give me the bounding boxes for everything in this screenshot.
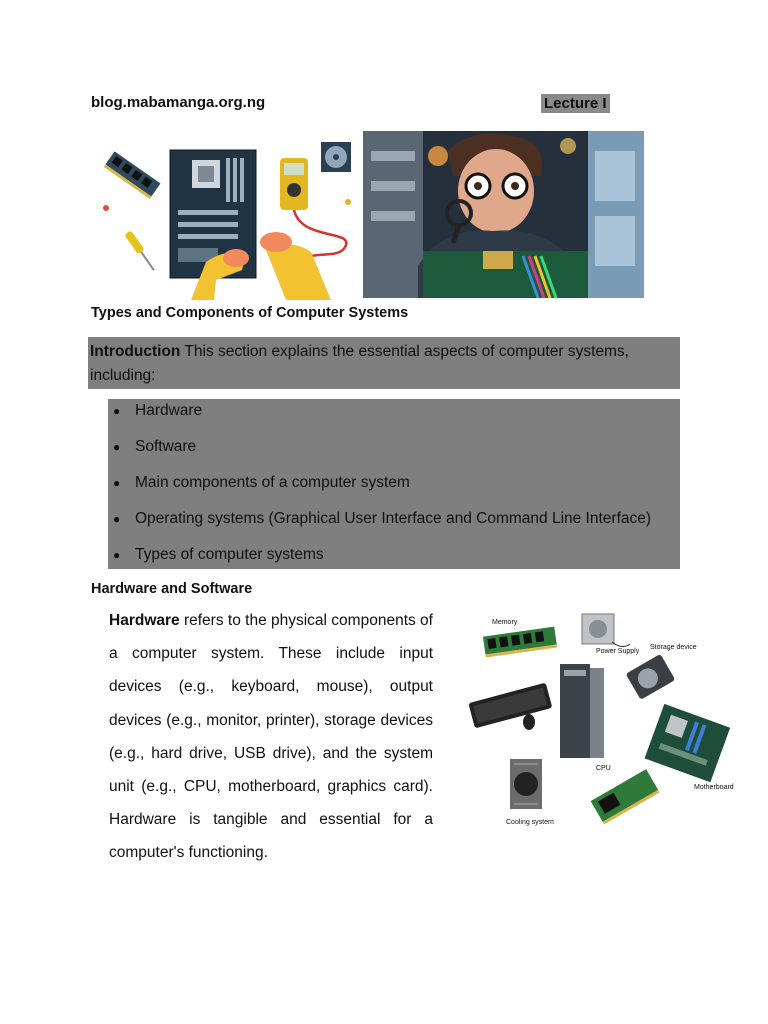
bullet-icon: ●: [113, 512, 121, 526]
bullet-icon: ●: [113, 548, 121, 562]
hardware-term: Hardware: [109, 612, 180, 629]
repair-illustration: [96, 130, 361, 300]
hardware-description: refers to the physical components of a computer system. These include input devices (e.g., keyboard, mouse), output devices (e.g., monitor, printer), storage devices (e.g., hard drive, USB drive), and the system unit (e.g., CPU, motherboard, graphics card). Hardware is tangible and essential for a computer's functioning.: [109, 612, 433, 862]
topic-list: ● Hardware ● Software ● Main components of a computer system ● Operating systems (Graphical User Interface and Command Line Interface) ● Types of computer systems: [108, 399, 680, 569]
hardware-software-heading: Hardware and Software: [91, 581, 253, 597]
intro-label: Introduction: [90, 343, 181, 360]
hardware-paragraph: [109, 604, 433, 870]
components-figure: [462, 604, 740, 828]
intro-text: This section explains the essential aspects of computer systems, including:: [90, 343, 629, 384]
lecture-label: Lecture I: [541, 94, 610, 113]
power-supply-caption: Power Supply: [596, 648, 640, 655]
technician-photo: [363, 131, 644, 298]
bullet-icon: ●: [113, 404, 121, 418]
site-url: blog.mabamanga.org.ng: [91, 94, 266, 111]
storage-caption: Storage device: [650, 644, 697, 651]
intro-box: [88, 337, 680, 389]
cooling-caption: Cooling system: [506, 819, 554, 826]
motherboard-caption: Motherboard: [694, 784, 734, 791]
memory-caption: Memory: [492, 619, 518, 626]
cpu-caption: CPU: [596, 765, 611, 772]
bullet-icon: ●: [113, 476, 121, 490]
section-title: Types and Components of Computer Systems: [91, 305, 409, 321]
bullet-icon: ●: [113, 440, 121, 454]
